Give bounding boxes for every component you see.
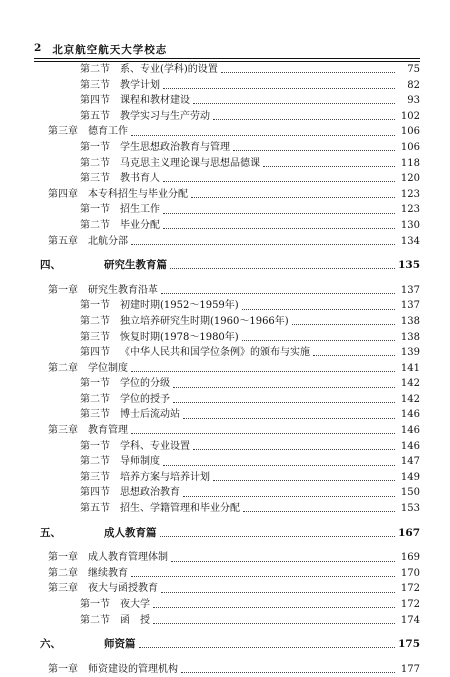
dot-leader [243, 511, 395, 512]
dot-leader [131, 135, 395, 136]
entry-title: 教育管理 [88, 425, 128, 437]
entry-label: 第二节 [80, 456, 110, 468]
entry-label: 六、 [40, 638, 61, 651]
entry-label: 第一章 [48, 552, 78, 564]
entry-page-number: 150 [400, 487, 420, 499]
toc-part-entry [34, 637, 420, 653]
dot-leader [163, 228, 395, 229]
entry-label: 第一节 [80, 141, 110, 153]
entry-page-number: 149 [400, 471, 420, 483]
entry-page-number: 177 [400, 663, 420, 675]
entry-label: 第一节 [80, 204, 110, 216]
entry-title: 师资建设的管理机构 [88, 663, 178, 675]
entry-label: 第三节 [80, 471, 110, 483]
toc-section-entry [34, 470, 420, 486]
entry-page-number: 138 [400, 331, 420, 343]
entry-page-number: 169 [400, 552, 420, 564]
dot-leader [161, 592, 395, 593]
dot-leader [183, 496, 395, 497]
dot-leader [191, 197, 395, 198]
entry-title: 研究生教育篇 [104, 259, 167, 272]
entry-page-number: 167 [398, 526, 420, 539]
entry-title: 学科、专业设置 [120, 440, 190, 452]
entry-title: 学位的授予 [120, 393, 170, 405]
entry-label: 第五节 [80, 110, 110, 122]
section-gap [34, 541, 420, 550]
section-gap [34, 249, 420, 258]
entry-page-number: 82 [407, 79, 420, 91]
dot-leader [131, 244, 395, 245]
entry-label: 第四节 [80, 487, 110, 499]
entry-label: 第一节 [80, 440, 110, 452]
entry-page-number: 146 [400, 425, 420, 437]
entry-title: 学生思想政治教育与管理 [120, 141, 230, 153]
entry-label: 第一节 [80, 300, 110, 312]
entry-label: 第三节 [80, 79, 110, 91]
entry-page-number: 134 [400, 235, 420, 247]
entry-title: 研究生教育沿革 [88, 284, 158, 296]
entry-page-number: 102 [400, 110, 420, 122]
toc-section-entry [34, 392, 420, 408]
dot-leader [163, 213, 395, 214]
dot-leader [131, 576, 395, 577]
dot-leader [213, 119, 395, 120]
toc-section-entry [34, 407, 420, 423]
toc-chapter-entry [34, 283, 420, 299]
toc-chapter-entry [34, 124, 420, 140]
entry-page-number: 146 [400, 409, 420, 421]
toc-chapter-entry [34, 361, 420, 377]
toc-section-entry [34, 93, 420, 109]
entry-page-number: 175 [398, 638, 420, 651]
entry-page-number: 174 [400, 614, 420, 626]
toc-chapter-entry [34, 662, 420, 677]
entry-label: 第三节 [80, 331, 110, 343]
toc-chapter-entry [34, 550, 420, 566]
entry-title: 培养方案与培养计划 [120, 471, 210, 483]
entry-page-number: 93 [407, 95, 420, 107]
toc-chapter-entry [34, 423, 420, 439]
toc-section-entry [34, 501, 420, 517]
entry-page-number: 118 [400, 157, 420, 169]
dot-leader [242, 340, 395, 341]
section-gap [34, 653, 420, 662]
dot-leader [181, 672, 395, 673]
toc-section-entry [34, 171, 420, 187]
entry-label: 第二节 [80, 393, 110, 405]
toc-section-entry [34, 78, 420, 94]
entry-page-number: 75 [407, 64, 420, 75]
dot-leader [233, 150, 395, 151]
entry-title: 恢复时期(1978～1980年) [120, 331, 239, 343]
toc-section-entry [34, 140, 420, 156]
dot-leader [221, 72, 395, 73]
entry-page-number: 172 [400, 599, 420, 610]
entry-label: 第三章 [48, 583, 78, 595]
entry-label: 第五章 [48, 235, 78, 247]
dot-leader [193, 103, 395, 104]
entry-title: 招生、学籍管理和毕业分配 [120, 503, 240, 515]
entry-label: 第二节 [80, 157, 110, 169]
entry-label: 第二节 [80, 64, 110, 75]
toc-part-entry [34, 526, 420, 542]
entry-title: 博士后流动站 [120, 409, 180, 421]
entry-page-number: 139 [400, 347, 420, 359]
entry-page-number: 153 [400, 503, 420, 515]
entry-page-number: 147 [400, 456, 420, 468]
dot-leader [213, 480, 395, 481]
dot-leader [153, 607, 395, 608]
entry-label: 第二章 [48, 567, 78, 579]
entry-page-number: 170 [400, 567, 420, 579]
entry-title: 独立培养研究生时期(1960～1966年) [120, 315, 289, 327]
entry-page-number: 123 [400, 204, 420, 216]
entry-label: 第四节 [80, 95, 110, 107]
entry-title: 毕业分配 [120, 219, 160, 231]
entry-title: 思想政治教育 [120, 487, 180, 499]
dot-leader [131, 433, 395, 434]
toc-section-entry [34, 314, 420, 330]
entry-title: 北航分部 [88, 235, 128, 247]
entry-label: 四、 [40, 259, 61, 272]
entry-label: 第三章 [48, 126, 78, 138]
entry-label: 第一节 [80, 599, 110, 610]
entry-title: 教书育人 [120, 173, 160, 185]
entry-title: 《中华人民共和国学位条例》的颁布与实施 [120, 347, 310, 359]
book-title: 北京航空航天大学校志 [52, 44, 168, 56]
page-header [34, 42, 167, 58]
entry-page-number: 141 [400, 362, 420, 374]
toc-section-entry [34, 439, 420, 455]
entry-page-number: 142 [400, 393, 420, 405]
entry-title: 师资篇 [104, 638, 136, 651]
entry-label: 第二章 [48, 362, 78, 374]
entry-label: 第五节 [80, 503, 110, 515]
entry-page-number: 146 [400, 440, 420, 452]
header-rule [34, 58, 420, 59]
dot-leader [183, 418, 395, 419]
entry-label: 第一章 [48, 663, 78, 675]
entry-title: 成人教育篇 [104, 526, 157, 539]
entry-label: 第一节 [80, 378, 110, 390]
entry-title: 马克思主义理论课与思想品德课 [120, 157, 260, 169]
section-gap [34, 517, 420, 526]
toc-section-entry [34, 597, 420, 613]
entry-title: 课程和教材建设 [120, 95, 190, 107]
entry-title: 函 授 [120, 614, 150, 626]
dot-leader [292, 324, 395, 325]
entry-title: 本专科招生与毕业分配 [88, 188, 188, 200]
section-gap [34, 274, 420, 283]
entry-label: 第三章 [48, 425, 78, 437]
entry-title: 初建时期(1952～1959年) [120, 300, 239, 312]
dot-leader [163, 88, 395, 89]
entry-label: 第四节 [80, 347, 110, 359]
entry-label: 第二节 [80, 315, 110, 327]
entry-page-number: 172 [400, 583, 420, 595]
entry-title: 学位制度 [88, 362, 128, 374]
dot-leader [163, 181, 395, 182]
toc-section-entry [34, 298, 420, 314]
toc-section-entry [34, 109, 420, 125]
toc-section-entry [34, 330, 420, 346]
entry-label: 第二节 [80, 614, 110, 626]
entry-title: 教学计划 [120, 79, 160, 91]
entry-label: 第二节 [80, 219, 110, 231]
dot-leader [173, 387, 395, 388]
toc-section-entry [34, 376, 420, 392]
entry-page-number: 137 [400, 284, 420, 296]
entry-page-number: 138 [400, 315, 420, 327]
section-gap [34, 628, 420, 637]
entry-label: 第三节 [80, 409, 110, 421]
toc-section-entry [34, 485, 420, 501]
toc-section-entry [34, 454, 420, 470]
toc-section-entry [34, 345, 420, 361]
toc-section-entry [34, 62, 420, 78]
entry-label: 五、 [40, 526, 61, 539]
entry-page-number: 123 [400, 188, 420, 200]
entry-title: 招生工作 [120, 204, 160, 216]
dot-leader [242, 309, 395, 310]
entry-page-number: 106 [400, 126, 420, 138]
entry-label: 第三节 [80, 173, 110, 185]
entry-title: 夜大与函授教育 [88, 583, 158, 595]
toc-chapter-entry [34, 187, 420, 203]
entry-page-number: 135 [398, 259, 420, 272]
dot-leader [313, 355, 395, 356]
dot-leader [163, 465, 395, 466]
toc-chapter-entry [34, 566, 420, 582]
toc-section-entry [34, 202, 420, 218]
dot-leader [153, 623, 395, 624]
dot-leader [131, 371, 395, 372]
entry-title: 系、专业(学科)的设置 [120, 64, 218, 75]
dot-leader [160, 536, 396, 537]
entry-title: 德育工作 [88, 126, 128, 138]
dot-leader [193, 449, 395, 450]
entry-title: 导师制度 [120, 456, 160, 468]
dot-leader [139, 647, 396, 648]
toc-chapter-entry [34, 234, 420, 250]
entry-title: 教学实习与生产劳动 [120, 110, 210, 122]
entry-title: 成人教育管理体制 [88, 552, 168, 564]
toc-section-entry [34, 218, 420, 234]
toc-chapter-entry [34, 581, 420, 597]
dot-leader [161, 293, 395, 294]
dot-leader [263, 166, 395, 167]
dot-leader [173, 402, 395, 403]
toc-section-entry [34, 613, 420, 629]
entry-page-number: 130 [400, 219, 420, 231]
entry-page-number: 106 [400, 141, 420, 153]
page-number: 2 [34, 42, 43, 54]
entry-label: 第四章 [48, 188, 78, 200]
dot-leader [171, 561, 395, 562]
entry-page-number: 142 [400, 378, 420, 390]
table-of-contents [34, 62, 420, 677]
entry-page-number: 137 [400, 300, 420, 312]
entry-title: 学位的分级 [120, 378, 170, 390]
entry-page-number: 120 [400, 173, 420, 185]
dot-leader [170, 268, 395, 269]
toc-part-entry [34, 258, 420, 274]
toc-section-entry [34, 156, 420, 172]
entry-title: 继续教育 [88, 567, 128, 579]
entry-label: 第一章 [48, 284, 78, 296]
entry-title: 夜大学 [120, 599, 150, 610]
